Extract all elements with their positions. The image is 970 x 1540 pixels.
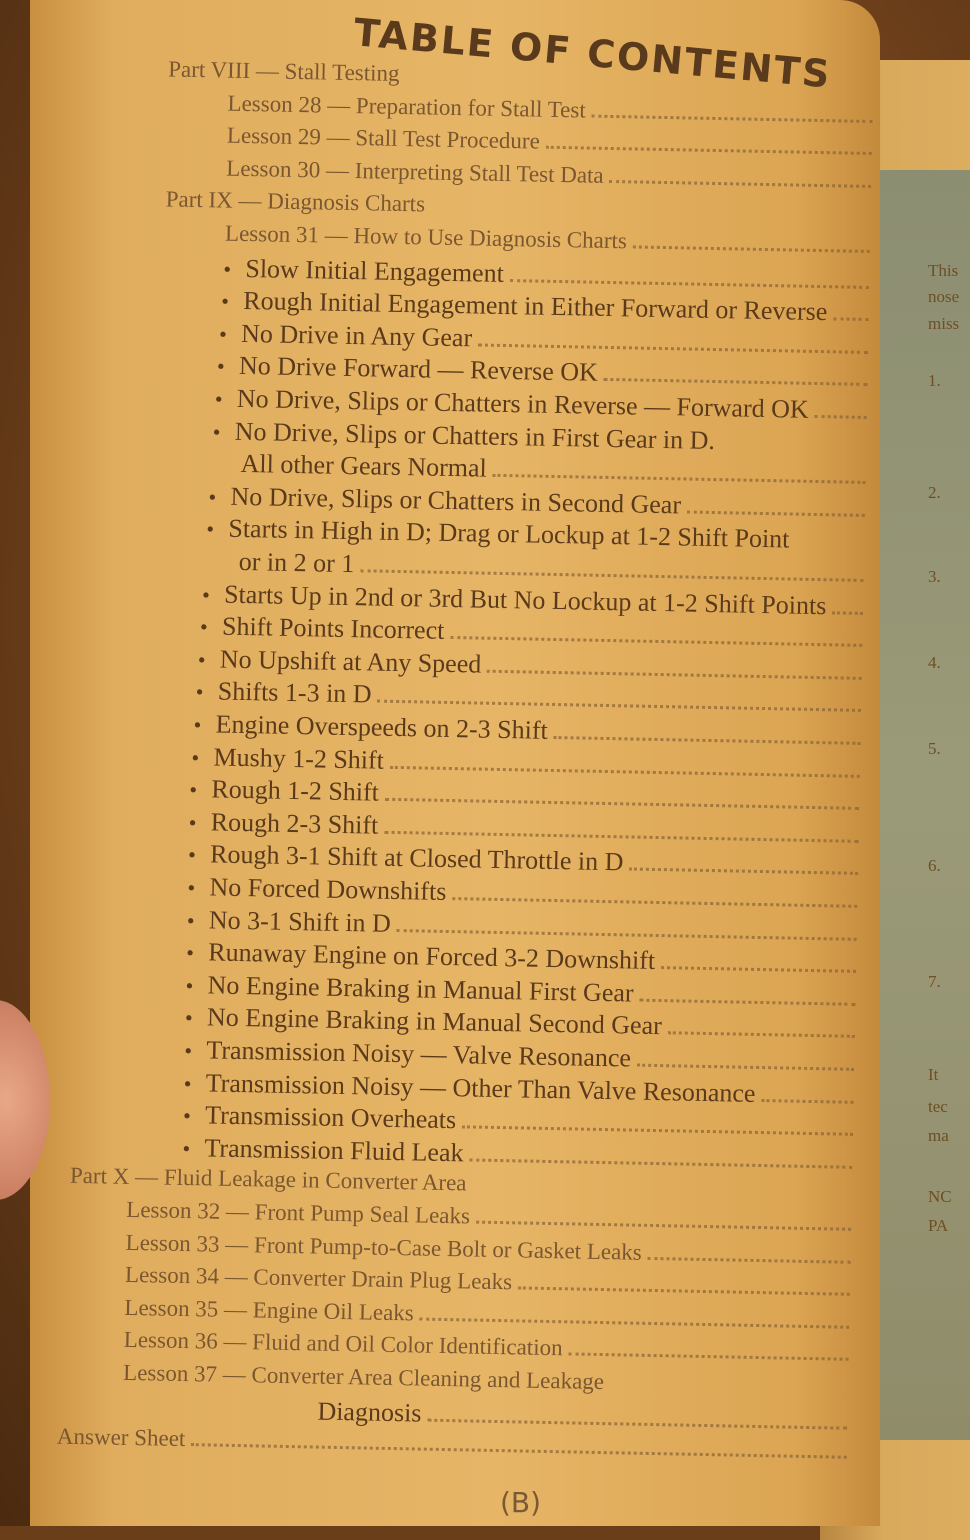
toc-entry-text: Runaway Engine on Forced 3-2 Downshift (207, 937, 656, 976)
page-title: TABLE OF CONTENTS (352, 10, 834, 97)
dot-leader (385, 794, 859, 810)
dot-leader (648, 1252, 851, 1263)
dot-leader (478, 339, 868, 353)
toc-entry-text: Slow Initial Engagement (245, 253, 505, 288)
toc-entry-text: No Engine Braking in Manual First Gear (207, 970, 634, 1008)
dot-leader (546, 142, 872, 155)
bullet-icon: • (188, 809, 197, 835)
dot-leader (191, 1439, 847, 1459)
dot-leader (450, 632, 862, 647)
dot-leader (833, 313, 869, 321)
facing-page-fragment: It (928, 1065, 939, 1084)
facing-page-fragment: 2. (928, 483, 941, 502)
dot-leader (815, 411, 867, 419)
bullet-icon: • (191, 744, 200, 770)
dot-leader (761, 1095, 853, 1104)
bullet-icon: • (182, 1135, 191, 1161)
toc-entry-text: Starts in High in D; Drag or Lockup at 1-2 Shift Point (228, 514, 790, 554)
bullet-icon: • (186, 907, 195, 933)
dot-leader (360, 565, 863, 582)
toc-entry-text: No Engine Braking in Manual Second Gear (206, 1002, 663, 1041)
toc-entry-text: Lesson 30 — Interpreting Stall Test Data (226, 155, 604, 188)
bullet-icon: • (199, 614, 208, 640)
bullet-icon: • (186, 940, 195, 966)
toc-entry-text: Diagnosis (317, 1396, 422, 1428)
toc-entry-text: Starts Up in 2nd or 3rd But No Lockup at 1-2 Shift Points (223, 579, 827, 620)
dot-leader (633, 241, 870, 253)
dot-leader (384, 827, 858, 843)
toc-entry-text: Lesson 33 — Front Pump-to-Case Bolt or Gasket Leaks (125, 1229, 643, 1265)
dot-leader (397, 925, 857, 941)
bullet-icon: • (201, 581, 211, 607)
dot-leader (554, 732, 861, 745)
facing-page-fragment: nose (928, 287, 960, 306)
page-mark: (B) (500, 1486, 542, 1519)
dot-leader (377, 696, 861, 712)
bullet-icon: • (184, 1005, 193, 1031)
dot-leader (629, 864, 858, 875)
toc-entry-text: All other Gears Normal (240, 449, 488, 483)
toc-entry-text: No Upshift at Any Speed (219, 644, 482, 679)
dot-leader (476, 1217, 851, 1231)
bullet-icon: • (208, 484, 217, 510)
bullet-icon: • (185, 972, 194, 998)
dot-leader (604, 374, 868, 386)
toc-entry-text: Transmission Noisy — Valve Resonance (206, 1035, 632, 1073)
toc-entry-text: Lesson 28 — Preparation for Stall Test (227, 90, 587, 123)
facing-page-fragment: 6. (928, 856, 941, 875)
facing-page-fragment: 7. (928, 972, 941, 991)
toc-entry-text: Engine Overspeeds on 2-3 Shift (215, 709, 549, 745)
toc-entry-text: Part IX — Diagnosis Charts (165, 186, 426, 217)
bullet-icon: • (216, 353, 225, 379)
dot-leader (639, 994, 855, 1005)
dot-leader (462, 1121, 853, 1136)
dot-leader (390, 761, 860, 777)
toc-entry-text: No Drive Forward — Reverse OK (238, 351, 599, 388)
bullet-icon: • (221, 288, 230, 314)
dot-leader (832, 607, 863, 615)
dot-leader (568, 1349, 848, 1361)
facing-page-fragment: 3. (928, 567, 941, 586)
toc-entry-text: Lesson 31 — How to Use Diagnosis Charts (224, 220, 628, 254)
dot-leader (487, 665, 862, 679)
toc-entry-text: No Drive, Slips or Chatters in First Gear in D. (234, 416, 716, 455)
toc-entry-text: Lesson 37 — Converter Area Cleaning and Leakage (122, 1359, 605, 1395)
bullet-icon: • (214, 386, 223, 412)
bullet-icon: • (182, 1103, 192, 1129)
toc-entry-text: No Forced Downshifts (209, 872, 447, 906)
dot-leader (420, 1313, 850, 1328)
toc-entry-text: Rough 2-3 Shift (210, 807, 379, 840)
bullet-icon: • (193, 712, 202, 738)
toc-entry-text: Lesson 34 — Converter Drain Plug Leaks (124, 1262, 513, 1295)
toc-entry-text: Shift Points Incorrect (221, 611, 445, 646)
dot-leader (687, 506, 865, 516)
toc-entry-text: No Drive, Slips or Chatters in Second Gear (230, 481, 682, 520)
toc-entry-text: Rough Initial Engagement in Either Forward or Reverse (243, 286, 828, 327)
dot-leader (592, 110, 873, 122)
toc-entry-text: or in 2 or 1 (238, 546, 355, 579)
facing-page-fragment: 4. (928, 653, 941, 672)
bullet-icon: • (187, 874, 196, 901)
dot-leader (452, 893, 857, 908)
toc-entry-text: Rough 3-1 Shift at Closed Throttle in D (209, 839, 624, 877)
toc-entry-text: Lesson 35 — Engine Oil Leaks (124, 1294, 414, 1326)
toc-entry-text: No Drive, Slips or Chatters in Reverse — Forward OK (236, 383, 809, 424)
dot-leader (637, 1060, 854, 1071)
bullet-icon: • (184, 1037, 193, 1064)
toc-entry-text: Lesson 36 — Fluid and Oil Color Identification (123, 1327, 563, 1361)
toc-entry-text: Transmission Fluid Leak (204, 1133, 464, 1168)
toc-entry-text: Lesson 32 — Front Pump Seal Leaks (126, 1196, 471, 1229)
book-page (30, 0, 880, 1526)
bullet-icon: • (195, 679, 204, 705)
toc-entry-text: Transmission Overheats (204, 1100, 457, 1135)
toc-entry-text: No 3-1 Shift in D (208, 904, 392, 938)
toc-entry-text: Part X — Fluid Leakage in Converter Area (69, 1163, 467, 1196)
toc-entry-text: Shifts 1-3 in D (217, 676, 372, 709)
bullet-icon: • (212, 418, 221, 445)
bullet-icon: • (218, 321, 228, 347)
facing-page-panel (878, 170, 970, 1440)
dot-leader (427, 1414, 847, 1429)
toc-entry-text: Mushy 1-2 Shift (213, 742, 385, 775)
dot-leader (510, 275, 870, 289)
dot-leader (493, 470, 866, 484)
bullet-icon: • (187, 842, 197, 868)
facing-page-fragment: This (928, 261, 959, 280)
toc-entry-text: Transmission Noisy — Other Than Valve Resonance (205, 1067, 756, 1108)
page-content (15, 0, 894, 1534)
bullet-icon: • (206, 516, 215, 542)
facing-page-fragment: miss (928, 314, 960, 333)
toc-entry-text: Rough 1-2 Shift (211, 774, 380, 807)
facing-page-fragment: ma (928, 1126, 949, 1145)
toc-entry-text: Part VIII — Stall Testing (167, 56, 400, 86)
bullet-icon: • (197, 646, 206, 673)
facing-page-fragment: NC (928, 1187, 952, 1206)
dot-leader (668, 1028, 855, 1039)
toc-entry-text: No Drive in Any Gear (240, 318, 473, 353)
dot-leader (610, 176, 872, 188)
bullet-icon: • (223, 256, 232, 282)
bullet-icon: • (183, 1070, 192, 1096)
toc-entry-text: Lesson 29 — Stall Test Procedure (226, 122, 541, 154)
bullet-icon: • (189, 777, 198, 803)
facing-page-fragment: 5. (928, 739, 941, 758)
facing-page-fragment: 1. (928, 371, 941, 390)
dot-leader (661, 962, 856, 973)
facing-page-fragment: PA (928, 1216, 949, 1235)
facing-page-fragment: tec (928, 1097, 948, 1116)
dot-leader (469, 1154, 852, 1168)
dot-leader (518, 1283, 850, 1296)
toc-entry-text: Answer Sheet (56, 1423, 186, 1452)
